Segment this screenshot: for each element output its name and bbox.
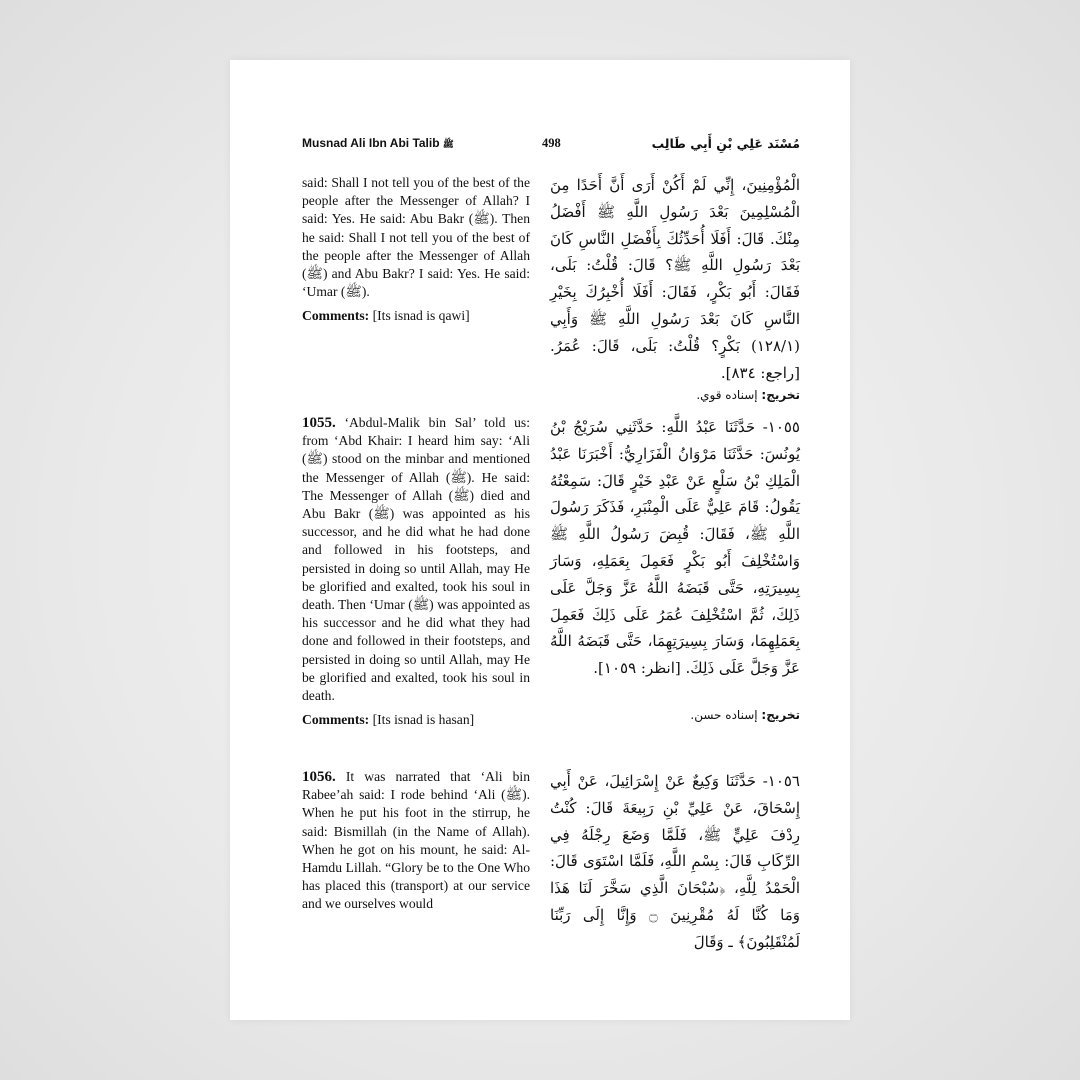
hadith-number: 1055. xyxy=(302,415,336,431)
takhrij-text: إسناده قوي. xyxy=(696,388,758,402)
comments-label: Comments: xyxy=(302,308,370,324)
hadith-text: ‘Abdul-Malik bin Sal’ told us: from ‘Abd Khair: I heard him say: ‘Ali (ﷺ) stood on the minbar and mentioned the Messenger of Allah (ﷺ). He said: The Messenger of Allah (ﷺ) died and Abu Bakr (ﷺ) was appointed as his successor, and he did what he had done and followed in his footsteps, and persisted in doing so until Allah, may He be glorified and exalted, took his soul in death. Then ‘Umar (ﷺ) was appointed as his successor and he did what they had done and followed in their footsteps, and persisted in doing so until Allah, may He be glorified and exalted, took his soul in death. xyxy=(302,415,531,704)
english-paragraph xyxy=(302,768,530,914)
arabic-paragraph: الْمُؤْمِنِينَ، إِنِّي لَمْ أَكُنْ أَرَى أَنَّ أَحَدًا مِنَ الْمُسْلِمِينَ بَعْدَ رَسُولِ اللَّهِ ﷺ أَفْضَلُ مِنْكَ. قَالَ: أَفَلَا أُحَدِّثُكَ بِأَفْضَلِ النَّاسِ كَانَ بَعْدَ رَسُولِ اللَّهِ ﷺ؟ قَالَ: قُلْتُ: بَلَى، فَقَالَ: أَبُو بَكْرٍ، فَقَالَ: أَفَلَا أُخْبِرُكَ بِخَيْرِ النَّاسِ كَانَ بَعْدَ رَسُولِ اللَّهِ ﷺ وَأَبِي (١٢٨/١) بَكْرٍ؟ قُلْتُ: بَلَى، قَالَ: عُمَرُ. [راجع: ٨٣٤]. xyxy=(550,176,800,382)
header-title-english xyxy=(302,136,454,152)
takhrij-line xyxy=(550,388,800,402)
english-hadith-1055 xyxy=(302,414,530,729)
takhrij-label: تخريج: xyxy=(761,708,800,722)
book-page xyxy=(230,60,850,1020)
page-header xyxy=(302,136,800,156)
comments-text: [Its isnad is qawi] xyxy=(372,308,470,324)
hadith-number: 1056. xyxy=(302,769,336,785)
arabic-paragraph: ١٠٥٥- حَدَّثَنَا عَبْدُ اللَّهِ: حَدَّثَنِي سُرَيْجُ بْنُ يُونُسَ: حَدَّثَنَا مَرْوَانُ الْفَزَارِيُّ: أَخْبَرَنَا عَبْدُ الْمَلِكِ بْنُ سَلْعٍ عَنْ عَبْدِ خَيْرٍ قَالَ: سَمِعْتُهُ يَقُولُ: قَامَ عَلِيٌّ عَلَى الْمِنْبَرِ، فَذَكَرَ رَسُولَ اللَّهِ ﷺ، فَقَالَ: قُبِضَ رَسُولُ اللَّهِ ﷺ وَاسْتُخْلِفَ أَبُو بَكْرٍ فَعَمِلَ بِعَمَلِهِ، وَسَارَ بِسِيرَتِهِ، حَتَّى قَبَضَهُ اللَّهُ عَزَّ وَجَلَّ عَلَى ذَلِكَ، ثُمَّ اسْتُخْلِفَ عُمَرُ عَلَى ذَلِكَ فَعَمِلَ بِعَمَلِهِمَا، وَسَارَ بِسِيرَتِهِمَا، حَتَّى قَبَضَهُ اللَّهُ عَزَّ وَجَلَّ عَلَى ذَلِكَ. [انظر: ١٠٥٩]. xyxy=(550,418,800,678)
takhrij-line xyxy=(550,708,800,722)
header-title-text: Musnad Ali Ibn Abi Talib xyxy=(302,136,440,150)
hadith-text: It was narrated that ‘Ali bin Rabee’ah said: I rode behind ‘Ali (ﷺ). When he put his foot in the stirrup, he said: Bismillah (in the Name of Allah). When he got on his mount, he said: Al-Hamdu Lillah. “Glory be to the One Who has placed this (transport) at our service and we ourselves would xyxy=(302,769,530,912)
english-text-continued xyxy=(302,174,530,326)
comments-text: [Its isnad is hasan] xyxy=(372,712,475,728)
english-paragraph xyxy=(302,414,530,705)
arabic-hadith-1055 xyxy=(550,414,800,682)
takhrij-label: تخريج: xyxy=(761,388,800,402)
english-hadith-1056 xyxy=(302,768,530,914)
arabic-hadith-1056 xyxy=(550,768,800,956)
takhrij-text: إسناده حسن. xyxy=(690,708,758,722)
comments-label: Comments: xyxy=(302,712,370,728)
english-paragraph: said: Shall I not tell you of the best of the people after the Messenger of Allah? I said: Yes. He said: Abu Bakr (ﷺ). Then he said: Shall I not tell you of the best of the people after the Messenger of Allah (ﷺ) and Abu Bakr? I said: Yes. He said: ‘Umar (ﷺ). xyxy=(302,175,531,300)
page-number: 498 xyxy=(542,136,561,150)
comments-line xyxy=(302,307,530,325)
arabic-text-continued xyxy=(550,172,800,386)
comments-line xyxy=(302,711,530,729)
header-title-arabic: مُسْنَد عَلِي بْنِ أَبِي طَالِب xyxy=(651,136,800,151)
honorific-symbol: ﷺ xyxy=(442,139,454,149)
arabic-paragraph: ١٠٥٦- حَدَّثَنَا وَكِيعٌ عَنْ إِسْرَائِيلَ، عَنْ أَبِي إِسْحَاقَ، عَنْ عَلِيِّ بْنِ رَبِيعَةَ قَالَ: كُنْتُ رِدْفَ عَلِيٍّ ﷺ، فَلَمَّا وَضَعَ رِجْلَهُ فِي الرِّكَابِ قَالَ: بِسْمِ اللَّهِ، فَلَمَّا اسْتَوَى قَالَ: الْحَمْدُ لِلَّهِ، ﴿سُبْحَانَ الَّذِي سَخَّرَ لَنَا هَذَا وَمَا كُنَّا لَهُ مُقْرِنِينَ ۝ وَإِنَّا إِلَى رَبِّنَا لَمُنْقَلِبُونَ﴾ ـ وَقَالَ xyxy=(550,772,800,951)
